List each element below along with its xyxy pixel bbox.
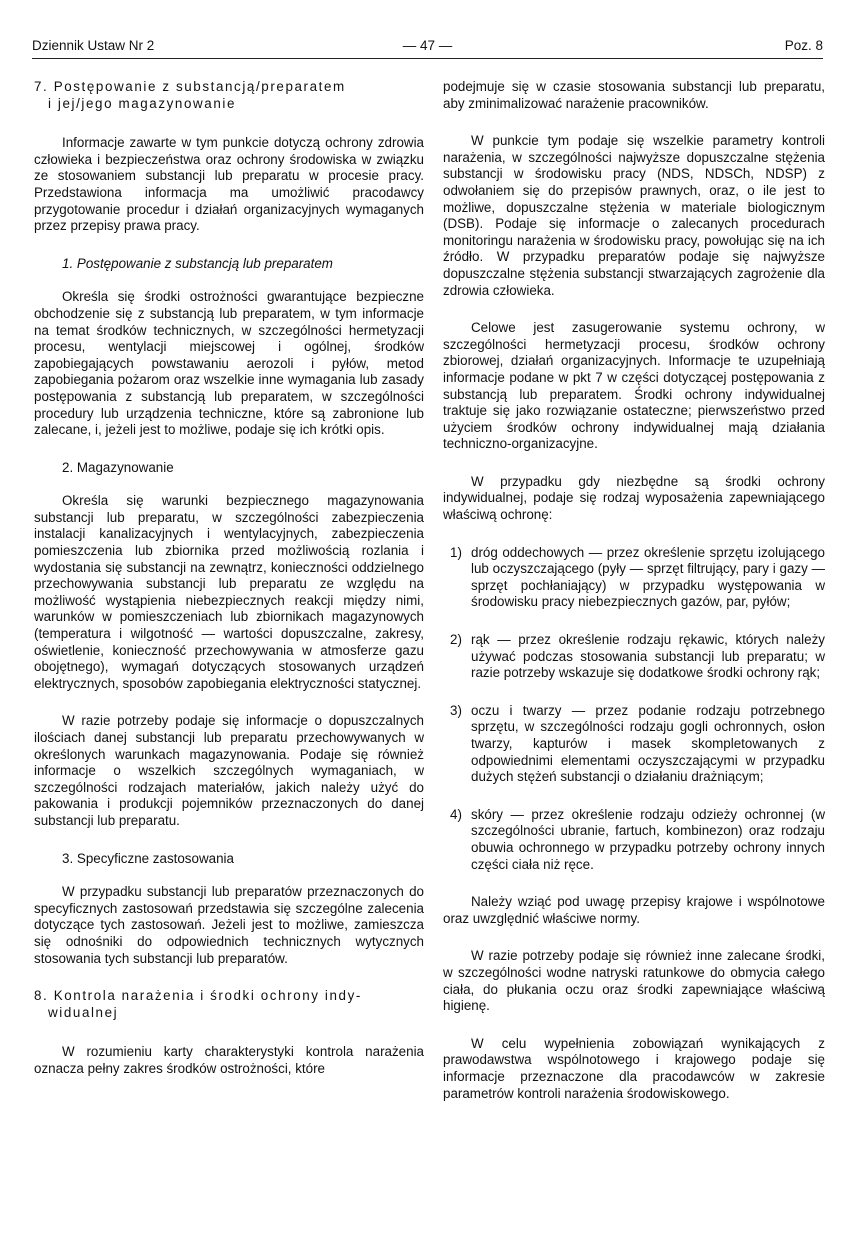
section-7-title: [34, 79, 424, 112]
subsection-1-text: Określa się środki ostrożności gwarantujące bezpieczne obchodzenie się z substancją lub preparatem, w tym informacje na temat środków technicznych, w szczególności hermetyzacji procesu, wentylacji miejscowej i ogólnej, środków zapobiegających powstawaniu aerozoli i pyłów, metod zapobiegania pożarom oraz wszelkie inne wymagania lub zasady postępowania z substancją lub preparatem, w szczególności procedury lub urządzenia techniczne, które są zabronione lub zalecane, i, jeżeli jest to możliwe, podaje się ich krótki opis.: [34, 289, 424, 438]
list-item: [443, 632, 825, 682]
header-rule: [32, 58, 823, 59]
paragraph-equipment: W przypadku gdy niezbędne są środki ochrony indywidualnej, podaje się rodzaj wyposażenia zapewniającego właściwą ochronę:: [443, 473, 825, 523]
list-item-number: 2): [450, 632, 462, 648]
paragraph-protection-system: Celowe jest zasugerowanie systemu ochrony, w szczególności hermetyzacji procesu, środków ochrony zbiorowej, działań organizacyjnych. Informacje te uzupełniają informacje podane w pkt 7 w części dotyczącej postępowania z substancją lub preparatem. Środki ochrony indywidualnej traktuje się jako rozwiązanie ostateczne; pierwszeństwo przed użyciem środków ochrony indywidualnej mają działania techniczno-organizacyjne.: [443, 320, 825, 452]
list-item-number: 4): [450, 806, 462, 822]
subsection-2-text-2: W razie potrzeby podaje się informacje o dopuszczalnych ilościach danej substancji lub preparatu przechowywanych w określonych warunkach magazynowania. Podaje się również informacje o wszelkich szczególnych wymaganiach, w szczególności rodzajach materiałów, jakich należy użyć do pakowania i produkcji pojemników przeznaczonych do danej substancji lub preparatu.: [34, 713, 424, 828]
right-column: [443, 79, 825, 1123]
subsection-3-title: 3. Specyficzne zastosowania: [62, 850, 234, 866]
list-item-text: rąk — przez określenie rodzaju rękawic, których należy używać podczas stosowania substancji lub preparatu; w razie potrzeby wskazuje się dodatkowe środki ochrony rąk;: [471, 632, 825, 681]
section-7-title-line1: 7. Postępowanie z substancją/preparatem: [34, 79, 346, 94]
list-item-number: 1): [450, 544, 462, 560]
list-item-text: dróg oddechowych — przez określenie sprzętu izolującego lub oczyszczającego (pyły — sprzęt filtrujący, pary i gazy — sprzęt pochłaniający) w przypadku występowania w środowisku pracy niebezpiecznych gazów, par, pyłów;: [471, 544, 825, 610]
page-number: — 47 —: [402, 38, 453, 53]
section-8-intro: W rozumieniu karty charakterystyki kontrola narażenia oznacza pełny zakres środków ostrożności, które: [34, 1044, 424, 1076]
position-number: Poz. 8: [784, 38, 823, 53]
subsection-2-title: 2. Magazynowanie: [62, 459, 174, 475]
list-item-text: skóry — przez określenie rodzaju odzieży ochronnej (w szczególności ubranie, fartuch, kombinezon) oraz rodzaju obuwia ochronnego w przypadku potrzeby ochrony innych części ciała niż ręce.: [471, 806, 825, 872]
list-item-number: 3): [450, 702, 462, 718]
paragraph-hygiene: W razie potrzeby podaje się również inne zalecane środki, w szczególności wodne natryski ratunkowe do obmycia całego ciała, do płukania oczu oraz środki zapewniające właściwą higienę.: [443, 948, 825, 1014]
section-8-title-line1: 8. Kontrola narażenia i środki ochrony indy-: [34, 988, 362, 1004]
subsection-1-title: 1. Postępowanie z substancją lub preparatem: [62, 255, 333, 271]
continuation-text: podejmuje się w czasie stosowania substancji lub preparatu, aby zminimalizować narażenie pracowników.: [443, 79, 825, 111]
section-8-title-line2: widualnej: [48, 1004, 119, 1020]
subsection-3-text: W przypadku substancji lub preparatów przeznaczonych do specyficznych zastosowań przedstawia się szczególne zalecenia dotyczące tych zastosowań. Jeżeli jest to możliwe, zamieszcza się odnośniki do odpowiednich technicznych wytycznych stosowania tych substancji lub preparatów.: [34, 884, 424, 966]
protection-list: [443, 545, 825, 874]
paragraph-obligations: W celu wypełnienia zobowiązań wynikających z prawodawstwa wspólnotowego i krajowego podaje się informacje przeznaczone dla pracodawców w zakresie parametrów kontroli narażenia środowiskowego.: [443, 1035, 825, 1101]
paragraph-parameters: W punkcie tym podaje się wszelkie parametry kontroli narażenia, w szczególności najwyższe dopuszczalne stężenia substancji w środowisku pracy (NDS, NDSCh, NDSP) z odwołaniem się do przepisów prawnych, oraz, o ile jest to możliwe, dopuszczalne stężenia w materiale biologicznym (DSB). Podaje się informacje o zalecanych procedurach monitoringu narażenia w środowisku pracy, powołując się na ich źródło. W przypadku preparatów podaje się najwyższe dopuszczalne stężenia substancji stwarzających zagrożenie dla zdrowia człowieka.: [443, 133, 825, 298]
list-item: [443, 545, 825, 611]
section-7-intro: Informacje zawarte w tym punkcie dotyczą ochrony zdrowia człowieka i bezpieczeństwa oraz ochrony środowiska w związku ze stosowaniem substancji lub preparatu w procesie pracy. Przedstawiona informacja ma umożliwić pracodawcy przygotowanie procedur i działań organizacyjnych wymaganych przez przepisy prawa pracy.: [34, 135, 424, 234]
section-8-title: [34, 988, 424, 1021]
list-item-text: oczu i twarzy — przez podanie rodzaju potrzebnego sprzętu, w szczególności rodzaju gogli ochronnych, osłon twarzy, kapturów i masek skompletowanych z odpowiednimi elementami oczyszczającymi w przypadku dużych stężeń substancji o działaniu drażniącym;: [471, 702, 825, 785]
section-7-title-line2: i jej/jego magazynowanie: [48, 95, 237, 111]
paragraph-regulations: Należy wziąć pod uwagę przepisy krajowe i wspólnotowe oraz uwzględnić właściwe normy.: [443, 894, 825, 926]
subsection-2-text-1: Określa się warunki bezpiecznego magazynowania substancji lub preparatu, w szczególności zabezpieczenia instalacji kanalizacyjnych i wentylacyjnych, zabezpieczenia pomieszczenia lub zbiornika przed możliwością rozlania i wydostania się substancji na zewnątrz, konieczności oddzielnego przechowywania substancji lub preparatu ze względu na możliwość wystąpienia niebezpiecznych reakcji między nimi, warunków w pomieszczeniach lub zbiornikach magazynowych (temperatura i wilgotność — wartości dopuszczalne, zakresy, oświetlenie, konieczność przechowywania w atmosferze gazu obojętnego), wymagań dotyczących stosowanych urządzeń elektrycznych, sposobów zapobiegania elektryczności statycznej.: [34, 493, 424, 691]
left-column: [34, 79, 424, 1099]
page-header: [32, 38, 823, 60]
list-item: [443, 807, 825, 873]
list-item: [443, 703, 825, 786]
journal-title: Dziennik Ustaw Nr 2: [32, 38, 155, 53]
